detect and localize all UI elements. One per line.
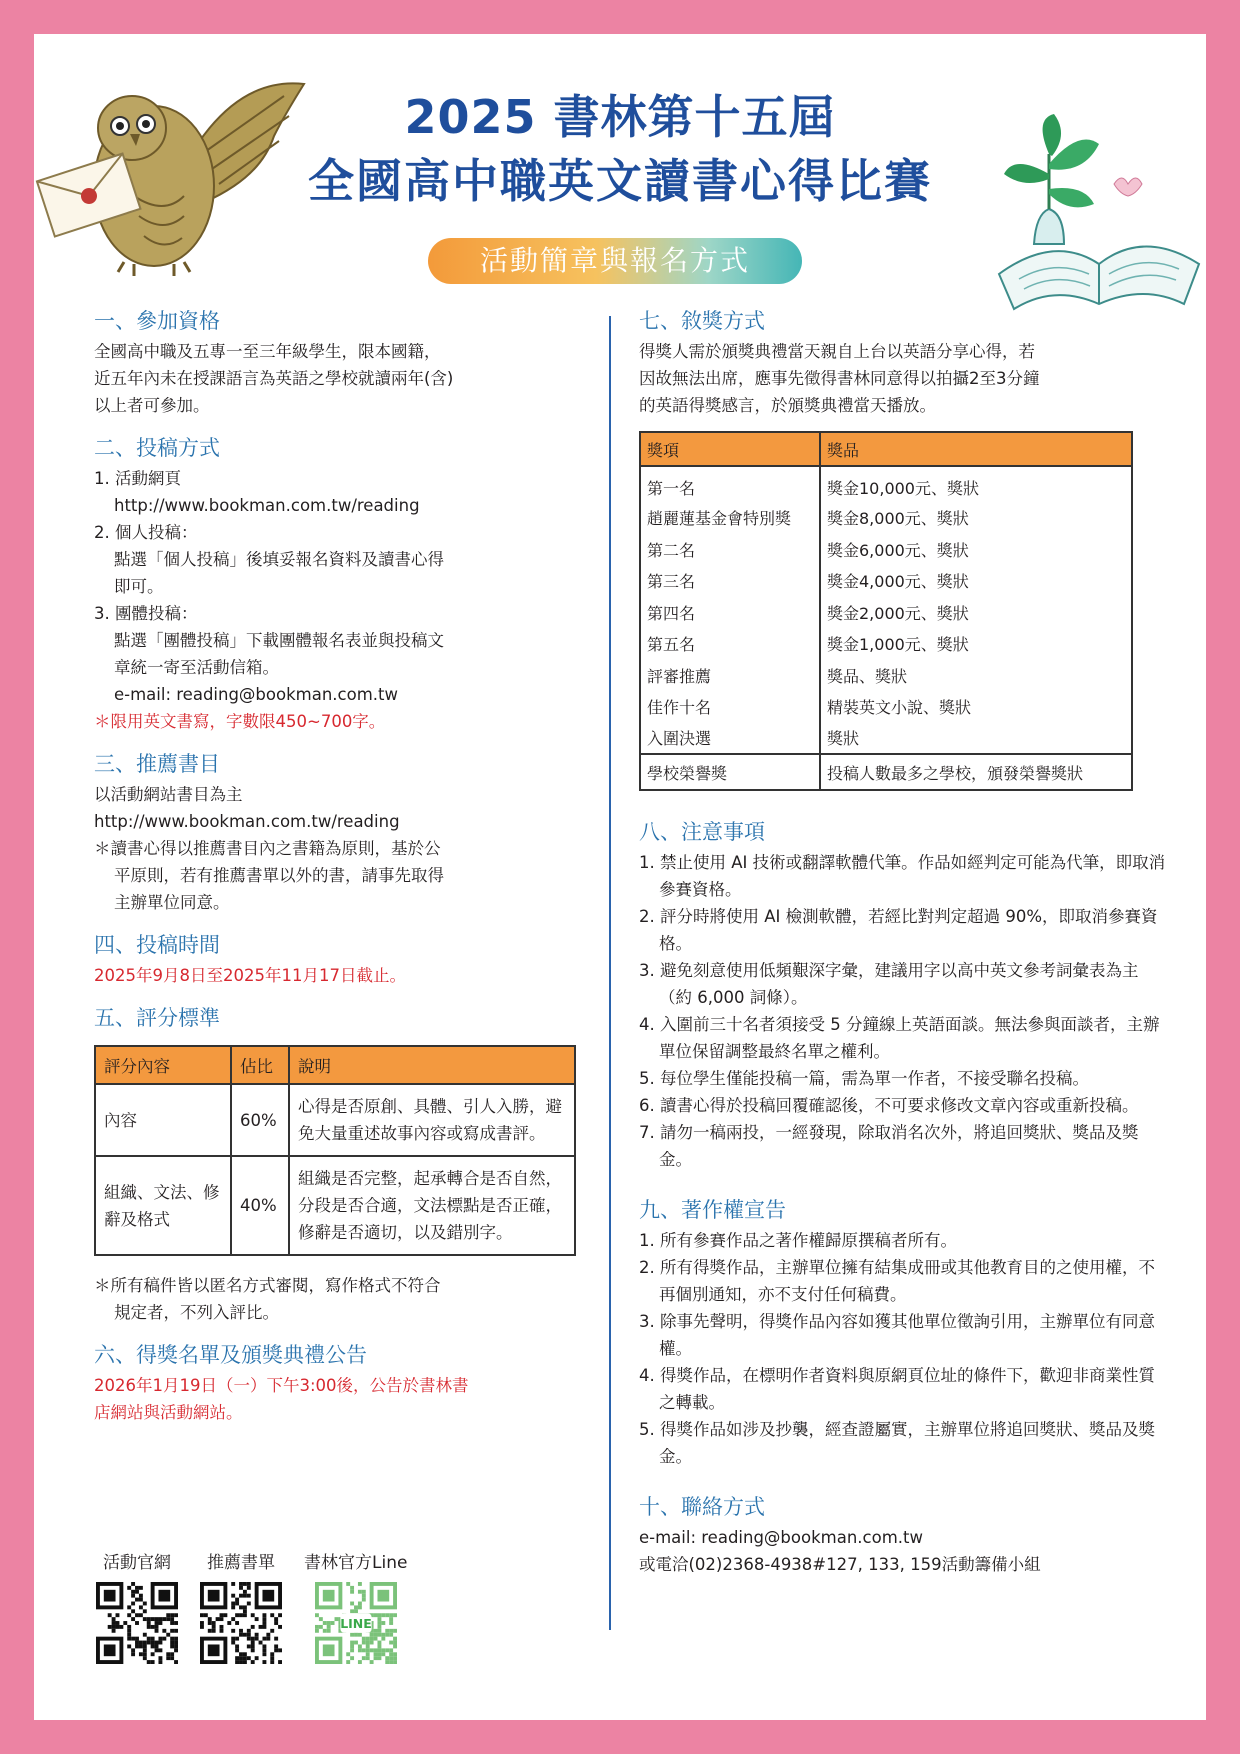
criteria-item: 組織、文法、修辭及格式 (95, 1156, 231, 1255)
submission-url[interactable]: http://www.bookman.com.tw/reading (114, 496, 420, 515)
table-row (640, 565, 1132, 597)
poster (34, 34, 1206, 1720)
awards-text: 的英語得獎感言，於頒獎典禮當天播放。 (639, 396, 936, 415)
criteria-weight: 60% (231, 1084, 289, 1156)
left-column (94, 306, 594, 1426)
table-row (95, 1084, 575, 1156)
list-item: 5. 每位學生僅能投稿一篇，需為單一作者，不接受聯名投稿。 (639, 1069, 1089, 1088)
award-rank: 學校榮譽獎 (640, 754, 820, 790)
title-block (34, 86, 1206, 214)
criteria-header-item: 評分內容 (95, 1046, 231, 1084)
section-booklist-heading: 三、推薦書目 (94, 752, 220, 776)
contact-phone: 或電洽(02)2368-4938#127, 133, 159活動籌備小組 (639, 1555, 1041, 1574)
criteria-table (94, 1045, 576, 1256)
booklist-note: ＊讀書心得以推薦書目內之書籍為原則，基於公 (94, 839, 441, 858)
title-line-2: 全國高中職英文讀書心得比賽 (308, 154, 932, 208)
booklist-text: 以活動網站書目為主 (94, 785, 243, 804)
criteria-header-desc: 說明 (289, 1046, 575, 1084)
awards-header-prize: 獎品 (820, 432, 1132, 466)
submission-detail: 即可。 (114, 577, 164, 596)
list-item: 3. 除事先聲明，得獎作品內容如獲其他單位徵詢引用，主辦單位有同意權。 (639, 1312, 1155, 1358)
submission-detail: 點選「個人投稿」後填妥報名資料及讀書心得 (114, 550, 444, 569)
award-prize: 精裝英文小說、獎狀 (820, 691, 1132, 723)
award-rank: 趙麗蓮基金會特別獎 (640, 502, 820, 534)
table-row (640, 723, 1132, 755)
copyright-list (639, 1227, 1169, 1470)
table-row (640, 691, 1132, 723)
table-row (640, 597, 1132, 629)
section-contact-heading: 十、聯絡方式 (639, 1495, 765, 1519)
contact-email[interactable]: e-mail: reading@bookman.com.tw (639, 1528, 923, 1547)
award-rank: 第四名 (640, 597, 820, 629)
award-rank: 第二名 (640, 534, 820, 566)
booklist-note: 主辦單位同意。 (114, 893, 230, 912)
list-item: 5. 得獎作品如涉及抄襲，經查證屬實，主辦單位將追回獎狀、獎品及獎金。 (639, 1420, 1155, 1466)
section-copyright-heading: 九、著作權宣告 (639, 1198, 786, 1222)
awards-header-rank: 獎項 (640, 432, 820, 466)
submission-email[interactable]: e-mail: reading@bookman.com.tw (114, 685, 398, 704)
criteria-desc: 心得是否原創、具體、引人入勝，避免大量重述故事內容或寫成書評。 (289, 1084, 575, 1156)
criteria-note: ＊所有稿件皆以匿名方式審閱，寫作格式不符合 (94, 1276, 441, 1295)
award-prize: 獎金2,000元、獎狀 (820, 597, 1132, 629)
award-rank: 佳作十名 (640, 691, 820, 723)
qr-code-icon[interactable] (96, 1582, 178, 1664)
qr-code-icon[interactable] (200, 1582, 282, 1664)
booklist-url[interactable]: http://www.bookman.com.tw/reading (94, 812, 400, 831)
eligibility-line: 以上者可參加。 (94, 396, 210, 415)
line-badge-text: LINE (339, 1616, 372, 1632)
list-item: 6. 讀書心得於投稿回覆確認後，不可要求修改文章內容或重新投稿。 (639, 1096, 1139, 1115)
section-eligibility-heading: 一、參加資格 (94, 309, 220, 333)
eligibility-line: 近五年內未在授課語言為英語之學校就讀兩年(含) (94, 369, 454, 388)
announcement-text: 2026年1月19日（一）下午3:00後，公告於書林書 (94, 1376, 469, 1395)
subtitle-badge: 活動簡章與報名方式 (428, 238, 802, 284)
submission-item-label: 2. 個人投稿： (94, 523, 198, 542)
deadline-text: 2025年9月8日至2025年11月17日截止。 (94, 966, 406, 985)
table-row (640, 502, 1132, 534)
list-item: 7. 請勿一稿兩投，一經發現，除取消名次外，將追回獎狀、獎品及獎金。 (639, 1123, 1139, 1169)
qr-code-icon[interactable] (315, 1582, 397, 1664)
eligibility-line: 全國高中職及五專一至三年級學生，限本國籍， (94, 342, 441, 361)
award-rank: 第五名 (640, 628, 820, 660)
qr-book-list[interactable] (200, 1550, 282, 1664)
award-rank: 第三名 (640, 565, 820, 597)
table-row (640, 466, 1132, 502)
submission-item-label: 1. 活動網頁 (94, 469, 181, 488)
section-awards-heading: 七、敘獎方式 (639, 309, 765, 333)
qr-line-official[interactable] (304, 1550, 407, 1664)
qr-label: 活動官網 (103, 1553, 171, 1573)
qr-pattern (200, 1582, 282, 1664)
award-prize: 投稿人數最多之學校，頒發榮譽獎狀 (820, 754, 1132, 790)
list-item: 4. 入圍前三十名者須接受 5 分鐘線上英語面談。無法參與面談者，主辦單位保留調整最終名單之權利。 (639, 1015, 1160, 1061)
submission-note: ＊限用英文書寫，字數限450~700字。 (94, 712, 386, 731)
submission-detail: 點選「團體投稿」下載團體報名表並與投稿文 (114, 631, 444, 650)
award-prize: 獎金6,000元、獎狀 (820, 534, 1132, 566)
list-item: 3. 避免刻意使用低頻艱深字彙，建議用字以高中英文參考詞彙表為主（約 6,000 詞條）。 (639, 961, 1139, 1007)
list-item: 2. 評分時將使用 AI 檢測軟體，若經比對判定超過 90%，即取消參賽資格。 (639, 907, 1158, 953)
section-notes-heading: 八、注意事項 (639, 820, 765, 844)
criteria-weight: 40% (231, 1156, 289, 1255)
table-row (640, 754, 1132, 790)
criteria-desc: 組織是否完整，起承轉合是否自然，分段是否合適，文法標點是否正確，修辭是否適切，以及錯別字。 (289, 1156, 575, 1255)
awards-text: 因故無法出席，應事先徵得書林同意得以拍攝2至3分鐘 (639, 369, 1040, 388)
award-prize: 獎品、獎狀 (820, 660, 1132, 692)
awards-table (639, 431, 1133, 791)
award-prize: 獎狀 (820, 723, 1132, 755)
booklist-note: 平原則，若有推薦書單以外的書，請事先取得 (114, 866, 444, 885)
section-announcement-heading: 六、得獎名單及頒獎典禮公告 (94, 1343, 367, 1367)
criteria-item: 內容 (95, 1084, 231, 1156)
submission-item-label: 3. 團體投稿： (94, 604, 198, 623)
qr-label: 書林官方Line (304, 1553, 408, 1573)
list-item: 4. 得獎作品，在標明作者資料與原網頁位址的條件下，歡迎非商業性質之轉載。 (639, 1366, 1155, 1412)
list-item: 2. 所有得獎作品，主辦單位擁有結集成冊或其他教育目的之使用權，不再個別通知，亦不支付任何稿費。 (639, 1258, 1155, 1304)
announcement-text: 店網站與活動網站。 (94, 1403, 243, 1422)
qr-official-site[interactable] (96, 1550, 178, 1664)
qr-label: 推薦書單 (207, 1553, 275, 1573)
right-column (639, 306, 1169, 1578)
qr-pattern (96, 1582, 178, 1664)
column-divider (609, 316, 611, 1630)
table-row (640, 628, 1132, 660)
award-prize: 獎金8,000元、獎狀 (820, 502, 1132, 534)
title-line-1: 2025 書林第十五屆 (404, 90, 836, 144)
section-deadline-heading: 四、投稿時間 (94, 933, 220, 957)
table-row (640, 660, 1132, 692)
submission-detail: 章統一寄至活動信箱。 (114, 658, 279, 677)
qr-code-row (96, 1550, 407, 1664)
table-row (95, 1156, 575, 1255)
criteria-header-weight: 佔比 (231, 1046, 289, 1084)
award-rank: 入圍決選 (640, 723, 820, 755)
award-rank: 評審推薦 (640, 660, 820, 692)
award-prize: 獎金1,000元、獎狀 (820, 628, 1132, 660)
awards-text: 得獎人需於頒獎典禮當天親自上台以英語分享心得，若 (639, 342, 1035, 361)
award-prize: 獎金4,000元、獎狀 (820, 565, 1132, 597)
list-item: 1. 所有參賽作品之著作權歸原撰稿者所有。 (639, 1231, 957, 1250)
criteria-note: 規定者，不列入評比。 (114, 1303, 279, 1322)
award-rank: 第一名 (640, 466, 820, 502)
list-item: 1. 禁止使用 AI 技術或翻譯軟體代筆。作品如經判定可能為代筆，即取消參賽資格。 (639, 853, 1166, 899)
section-submission-heading: 二、投稿方式 (94, 436, 220, 460)
table-row (640, 534, 1132, 566)
award-prize: 獎金10,000元、獎狀 (820, 466, 1132, 502)
section-criteria-heading: 五、評分標準 (94, 1006, 220, 1030)
notes-list (639, 849, 1169, 1173)
